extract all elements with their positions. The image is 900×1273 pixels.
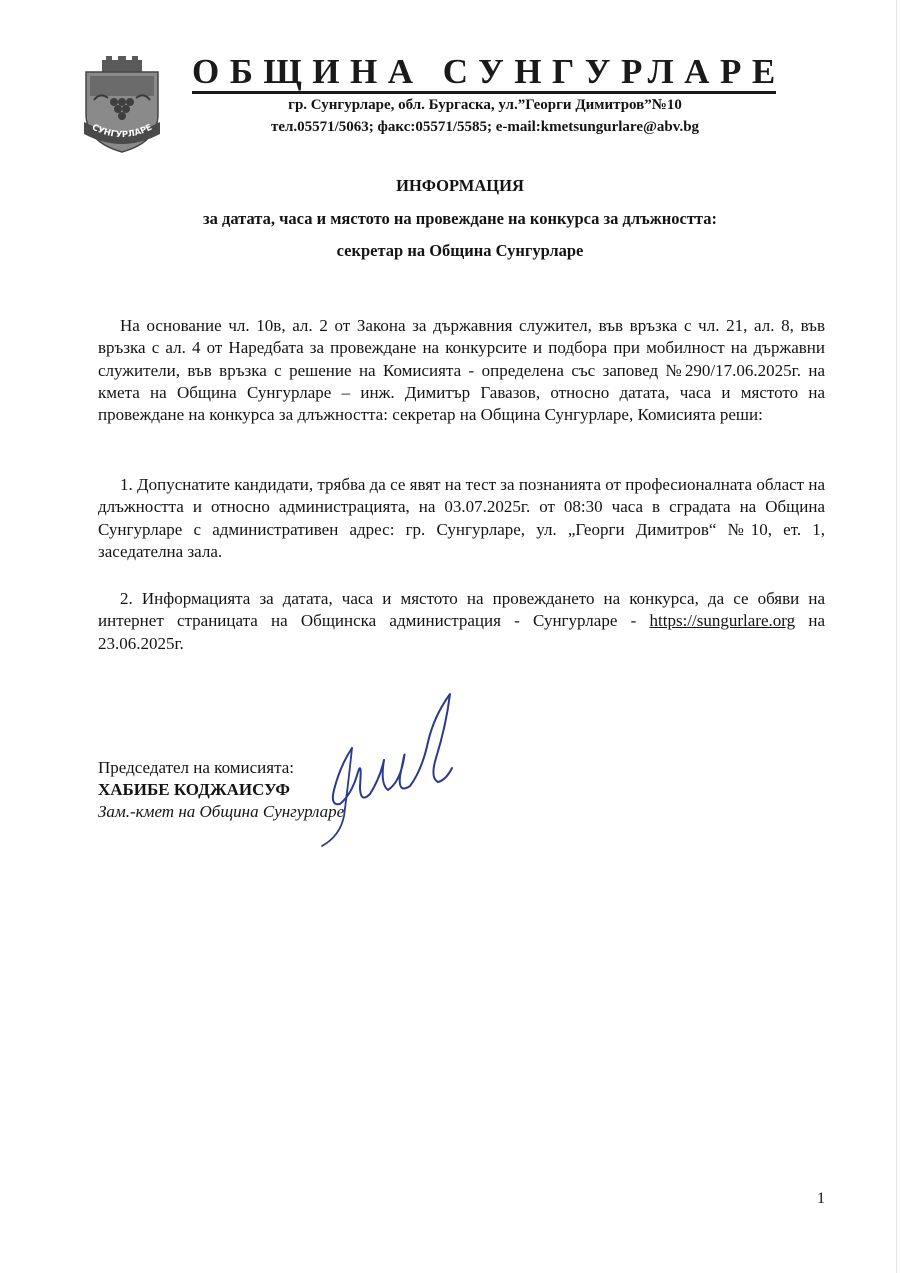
municipal-crest-logo	[80, 56, 164, 154]
municipality-contacts: тел.05571/5063; факс:05571/5585; e-mail:kmetsungurlare@abv.bg	[270, 119, 700, 135]
decision-item-2-date: на 23.06.2025г.	[98, 611, 825, 653]
page-number: 1	[817, 1190, 825, 1207]
crest-ribbon-text: СУНГУРЛАРЕ	[90, 122, 154, 141]
municipality-address: гр. Сунгурларе, обл. Бургаска, ул.”Георги Димитров”№10	[288, 97, 682, 113]
signatory-name: ХАБИБЕ КОДЖАИСУФ	[98, 780, 290, 799]
document-subtitle-line-1: за датата, часа и мястото на провеждане на конкурса за длъжността:	[203, 209, 717, 228]
scan-edge-line	[896, 0, 897, 1273]
document-subtitle-line-2: секретар на Община Сунгурларе	[336, 241, 584, 260]
intro-paragraph: На основание чл. 10в, ал. 2 от Закона за държавния служител, във връзка с чл. 21, ал. 8, във връзка с ал. 4 от Наредбата за провеждане на конкурсите и подбора при мобилност на държавни служители, във връзка с решение на Комисията - определена със заповед №290/17.06.2025г. на кмета на Община Сунгурларе – инж. Димитър Гавазов, относно датата, часа и мястото на провеждане на конкурса за длъжността: секретар на Община Сунгурларе, Комисията реши:	[98, 316, 825, 425]
handwritten-signature	[300, 686, 470, 856]
letterhead-divider	[192, 91, 776, 94]
website-link[interactable]: https://sungurlare.org	[649, 611, 796, 631]
signatory-role: Председател на комисията:	[98, 758, 294, 777]
signatory-position: Зам.-кмет на Община Сунгурларе	[98, 802, 345, 821]
decision-item-1: 1. Допуснатите кандидати, трябва да се явят на тест за познанията от професионалната област на длъжността и относно администрацията, на 03.07.2025г. от 08:30 часа в сградата на Община Сунгурларе с административен адрес: гр. Сунгурларе, ул. „Георги Димитров“ №10, ет. 1, заседателна зала.	[98, 475, 825, 561]
decision-item-2	[98, 588, 825, 655]
decision-item-2-text: 2. Информацията за датата, часа и мястото на провеждането на конкурса, да се обяви на интернет страницата на Общинска администрация - Сунгурларе -	[98, 589, 825, 631]
document-title: ИНФОРМАЦИЯ	[396, 176, 524, 195]
municipality-name: ОБЩИНА СУНГУРЛАРЕ	[192, 52, 786, 91]
